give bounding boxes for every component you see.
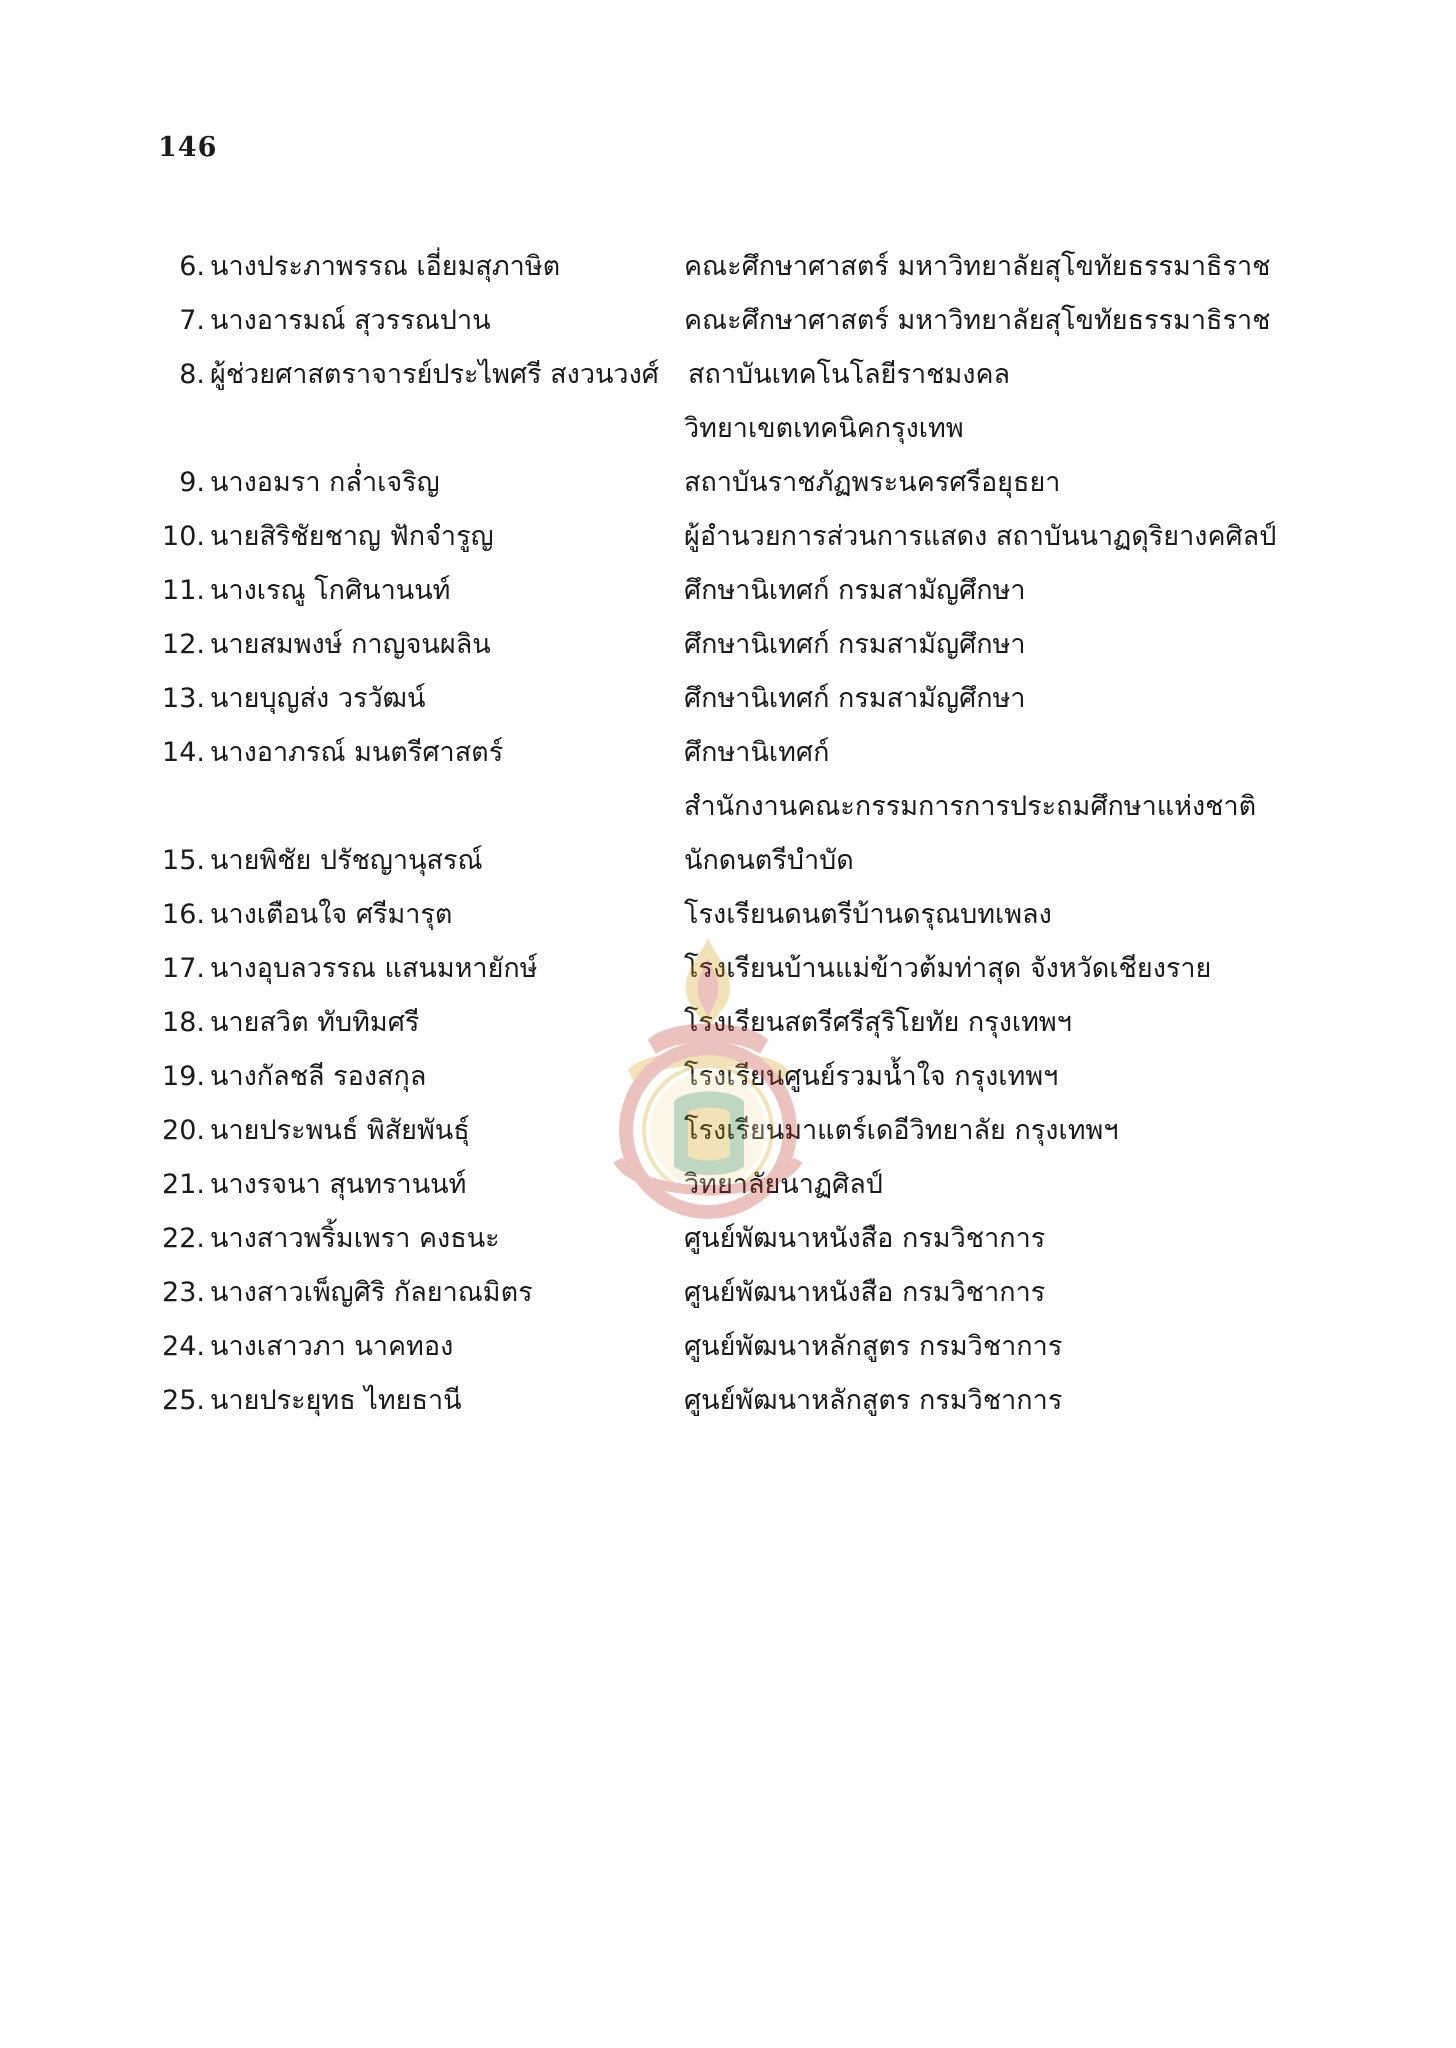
list-item [0,294,1456,348]
item-number: 25. [162,1385,205,1416]
person-name: นายประยุทธ ไทยธานี [210,1385,462,1416]
person-name: นางอมรา กล่ำเจริญ [210,467,440,498]
organization: โรงเรียนมาแตร์เดอีวิทยาลัย กรุงเทพฯ [684,1115,1119,1146]
person-name: นายสิริชัยชาญ ฟักจำรูญ [210,521,494,552]
person-name: นายสวิต ทับทิมศรี [210,1007,420,1038]
organization: สถาบันเทคโนโลยีราชมงคล [688,359,1011,390]
organization: ศูนย์พัฒนาหลักสูตร กรมวิชาการ [684,1385,1063,1416]
person-name: นางเสาวภา นาคทอง [210,1331,454,1362]
list-item-continuation [0,780,1456,834]
person-name: นางสาวเพ็ญศิริ กัลยาณมิตร [210,1277,533,1308]
list-item [0,996,1456,1050]
organization: คณะศึกษาศาสตร์ มหาวิทยาลัยสุโขทัยธรรมาธิราช [684,251,1271,282]
item-number: 8. [179,359,205,390]
organization: ศูนย์พัฒนาหนังสือ กรมวิชาการ [684,1223,1046,1254]
person-name: นางเตือนใจ ศรีมารุต [210,899,453,930]
item-number: 9. [179,467,205,498]
organization: สำนักงานคณะกรรมการการประถมศึกษาแห่งชาติ [684,791,1257,822]
person-name: นายบุญส่ง วรวัฒน์ [210,683,426,714]
list-item-continuation [0,402,1456,456]
item-number: 12. [162,629,205,660]
item-number: 16. [162,899,205,930]
person-name: นางสาวพริ้มเพรา คงธนะ [210,1223,500,1254]
item-number: 10. [162,521,205,552]
item-number: 6. [179,251,205,282]
item-number: 22. [162,1223,205,1254]
person-name: นางรจนา สุนทรานนท์ [210,1169,467,1200]
person-name: นางอารมณ์ สุวรรณปาน [210,305,491,336]
person-name: นางเรณู โกศินานนท์ [210,575,451,606]
list-item [0,834,1456,888]
list-item [0,510,1456,564]
organization: ศึกษานิเทศก์ กรมสามัญศึกษา [684,575,1026,606]
list-item [0,726,1456,780]
person-name: นางอุบลวรรณ แสนมหายักษ์ [210,953,538,984]
organization: โรงเรียนบ้านแม่ข้าวต้มท่าสุด จังหวัดเชียงราย [684,953,1212,984]
person-name: นายประพนธ์ พิสัยพันธุ์ [210,1115,470,1146]
item-number: 11. [162,575,205,606]
organization: ศึกษานิเทศก์ กรมสามัญศึกษา [684,683,1026,714]
person-name: นางอาภรณ์ มนตรีศาสตร์ [210,737,504,768]
list-item [0,1104,1456,1158]
item-number: 23. [162,1277,205,1308]
person-name: นายพิชัย ปรัชญานุสรณ์ [210,845,483,876]
item-number: 18. [162,1007,205,1038]
item-number: 15. [162,845,205,876]
person-name: นายสมพงษ์ กาญจนผลิน [210,629,491,660]
list-item [0,240,1456,294]
item-number: 21. [162,1169,205,1200]
person-name: นางกัลชลี รองสกุล [210,1061,427,1092]
organization: ศึกษานิเทศก์ [684,737,830,768]
list-item [0,672,1456,726]
organization: สถาบันราชภัฏพระนครศรีอยุธยา [684,467,1061,498]
organization: วิทยาลัยนาฏศิลป์ [684,1169,883,1200]
item-number: 13. [162,683,205,714]
list-item [0,618,1456,672]
item-number: 24. [162,1331,205,1362]
committee-list [0,240,1456,1428]
organization: ศูนย์พัฒนาหนังสือ กรมวิชาการ [684,1277,1046,1308]
person-name: ผู้ช่วยศาสตราจารย์ประไพศรี สงวนวงศ์ [210,359,659,390]
organization: ศึกษานิเทศก์ กรมสามัญศึกษา [684,629,1026,660]
list-item [0,1374,1456,1428]
item-number: 19. [162,1061,205,1092]
organization: โรงเรียนดนตรีบ้านดรุณบทเพลง [684,899,1052,930]
item-number: 17. [162,953,205,984]
organization: คณะศึกษาศาสตร์ มหาวิทยาลัยสุโขทัยธรรมาธิราช [684,305,1271,336]
list-item [0,888,1456,942]
list-item [0,942,1456,996]
organization: โรงเรียนศูนย์รวมน้ำใจ กรุงเทพฯ [684,1061,1059,1092]
list-item [0,1158,1456,1212]
list-item [0,1050,1456,1104]
list-item [0,564,1456,618]
person-name: นางประภาพรรณ เอี่ยมสุภาษิต [210,251,561,282]
list-item [0,1266,1456,1320]
list-item [0,1320,1456,1374]
organization: ศูนย์พัฒนาหลักสูตร กรมวิชาการ [684,1331,1063,1362]
item-number: 14. [162,737,205,768]
item-number: 20. [162,1115,205,1146]
list-item [0,456,1456,510]
page-number: 146 [158,132,218,163]
item-number: 7. [179,305,205,336]
list-item [0,1212,1456,1266]
organization: ผู้อำนวยการส่วนการแสดง สถาบันนาฏดุริยางคศิลป์ [684,521,1277,552]
organization: นักดนตรีบำบัด [684,845,854,876]
organization: วิทยาเขตเทคนิคกรุงเทพ [684,413,964,444]
list-item [0,348,1456,402]
organization: โรงเรียนสตรีศรีสุริโยทัย กรุงเทพฯ [684,1007,1072,1038]
